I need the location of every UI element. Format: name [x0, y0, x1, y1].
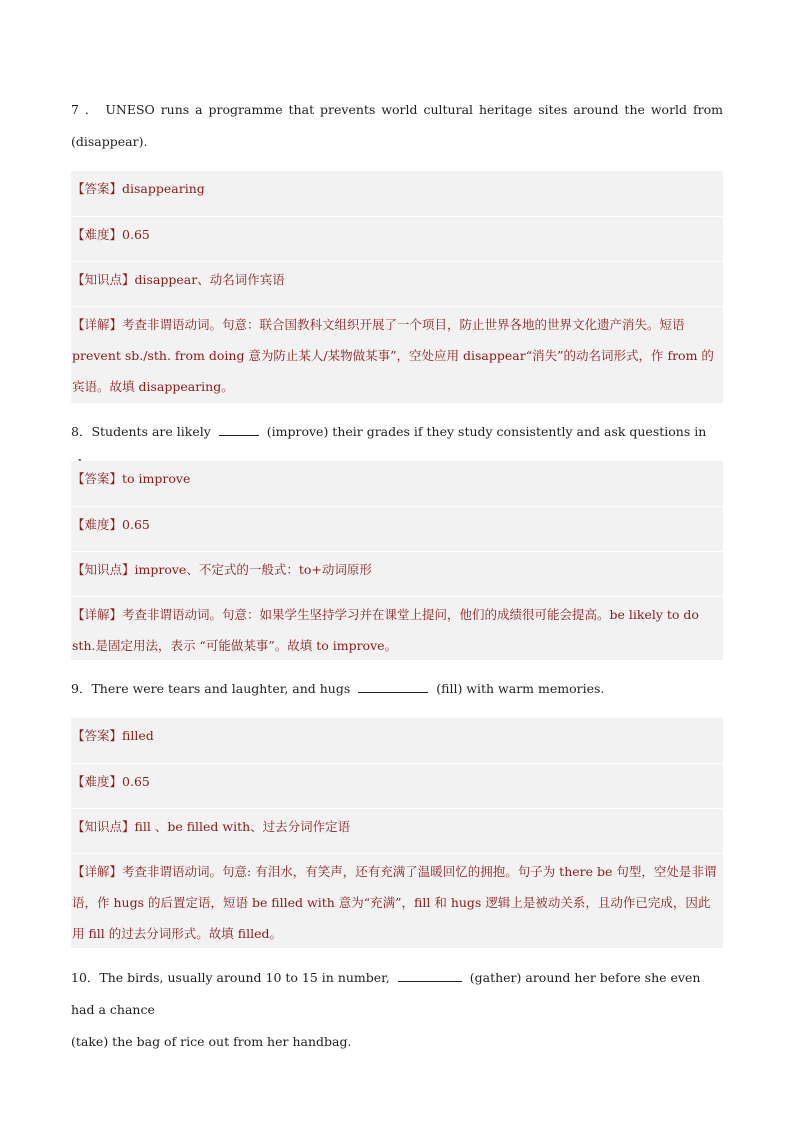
- detail-tag: 【详解】: [72, 317, 123, 332]
- answer-row: [71, 461, 723, 506]
- difficulty-tag: 【难度】: [72, 774, 123, 789]
- knowledge-tag: 【知识点】: [72, 272, 135, 287]
- answer-tag: 【答案】: [72, 728, 123, 743]
- question-text-before: Students are likely: [91, 424, 211, 439]
- knowledge-tag: 【知识点】: [72, 562, 135, 577]
- detail-text: 考查非谓语动词。句意：联合国教科文组织开展了一个项目，防止世界各地的世界文化遗产消失。短语 prevent sb./sth. from doing 意为防止某人/某物做某事”，空处应用 disappear“消失”的动名词形式，作 from 的宾语。故填 disappearing。: [72, 317, 714, 394]
- difficulty-value: 0.65: [122, 517, 150, 532]
- answer-block-7: [71, 171, 723, 403]
- detail-row: [71, 853, 723, 948]
- difficulty-row: [71, 216, 723, 261]
- question-text-cont: (take) the bag of rice out from her handbag.: [71, 1034, 352, 1049]
- question-number: 9．: [71, 681, 92, 696]
- answer-text: disappearing: [122, 181, 205, 196]
- question-text-after: (improve) their grades if they study consistently and ask questions in: [266, 424, 707, 439]
- question-9: [71, 673, 723, 705]
- detail-text: 考查非谓语动词。句意：如果学生坚持学习并在课堂上提问，他们的成绩很可能会提高。be likely to do sth.是固定用法，表示 “可能做某事”。故填 to improve。: [72, 607, 699, 653]
- answer-text: to improve: [122, 471, 191, 486]
- question-number: 8．: [71, 424, 92, 439]
- difficulty-value: 0.65: [122, 227, 150, 242]
- detail-tag: 【详解】: [72, 864, 123, 879]
- question-text: UNESO runs a programme that prevents world cultural heritage sites around the world from: [105, 102, 723, 117]
- answer-block-8: [71, 461, 723, 660]
- answer-row: [71, 718, 723, 763]
- difficulty-tag: 【难度】: [72, 227, 123, 242]
- question-number: 7 ．: [71, 102, 100, 117]
- detail-tag: 【详解】: [72, 607, 123, 622]
- question-text-after: (fill) with warm memories.: [436, 681, 605, 696]
- knowledge-row: [71, 808, 723, 853]
- answer-blank: [219, 421, 259, 436]
- answer-tag: 【答案】: [72, 181, 123, 196]
- question-number: 10．: [71, 970, 100, 985]
- knowledge-tag: 【知识点】: [72, 819, 135, 834]
- detail-row: [71, 596, 723, 660]
- answer-blank: [398, 967, 462, 982]
- question-7: [71, 94, 723, 158]
- answer-text: filled: [122, 728, 154, 743]
- question-10: [71, 962, 723, 1058]
- knowledge-row: [71, 551, 723, 596]
- question-text-cont: (disappear).: [71, 134, 148, 149]
- detail-row: [71, 306, 723, 403]
- answer-block-9: [71, 718, 723, 948]
- answer-tag: 【答案】: [72, 471, 123, 486]
- difficulty-value: 0.65: [122, 774, 150, 789]
- question-text-before: The birds, usually around 10 to 15 in number,: [99, 970, 390, 985]
- difficulty-tag: 【难度】: [72, 517, 123, 532]
- knowledge-text: improve、不定式的一般式：to+动词原形: [134, 562, 372, 577]
- question-text-after: (gather) around her before she even had a chance: [71, 970, 701, 1017]
- question-text-before: There were tears and laughter, and hugs: [91, 681, 351, 696]
- knowledge-text: fill 、be filled with、过去分词作定语: [134, 819, 351, 834]
- detail-text: 考查非谓语动词。句意: 有泪水，有笑声，还有充满了温暖回忆的拥抱。句子为 there be 句型，空处是非谓语，作 hugs 的后置定语，短语 be filled with 意为“充满”，fill 和 hugs 逻辑上是被动关系，且动作已完成，因此用 fill 的过去分词形式。故填 filled。: [72, 864, 717, 941]
- knowledge-row: [71, 261, 723, 306]
- answer-row: [71, 171, 723, 216]
- answer-blank: [358, 678, 428, 693]
- knowledge-text: disappear、动名词作宾语: [134, 272, 285, 287]
- difficulty-row: [71, 763, 723, 808]
- difficulty-row: [71, 506, 723, 551]
